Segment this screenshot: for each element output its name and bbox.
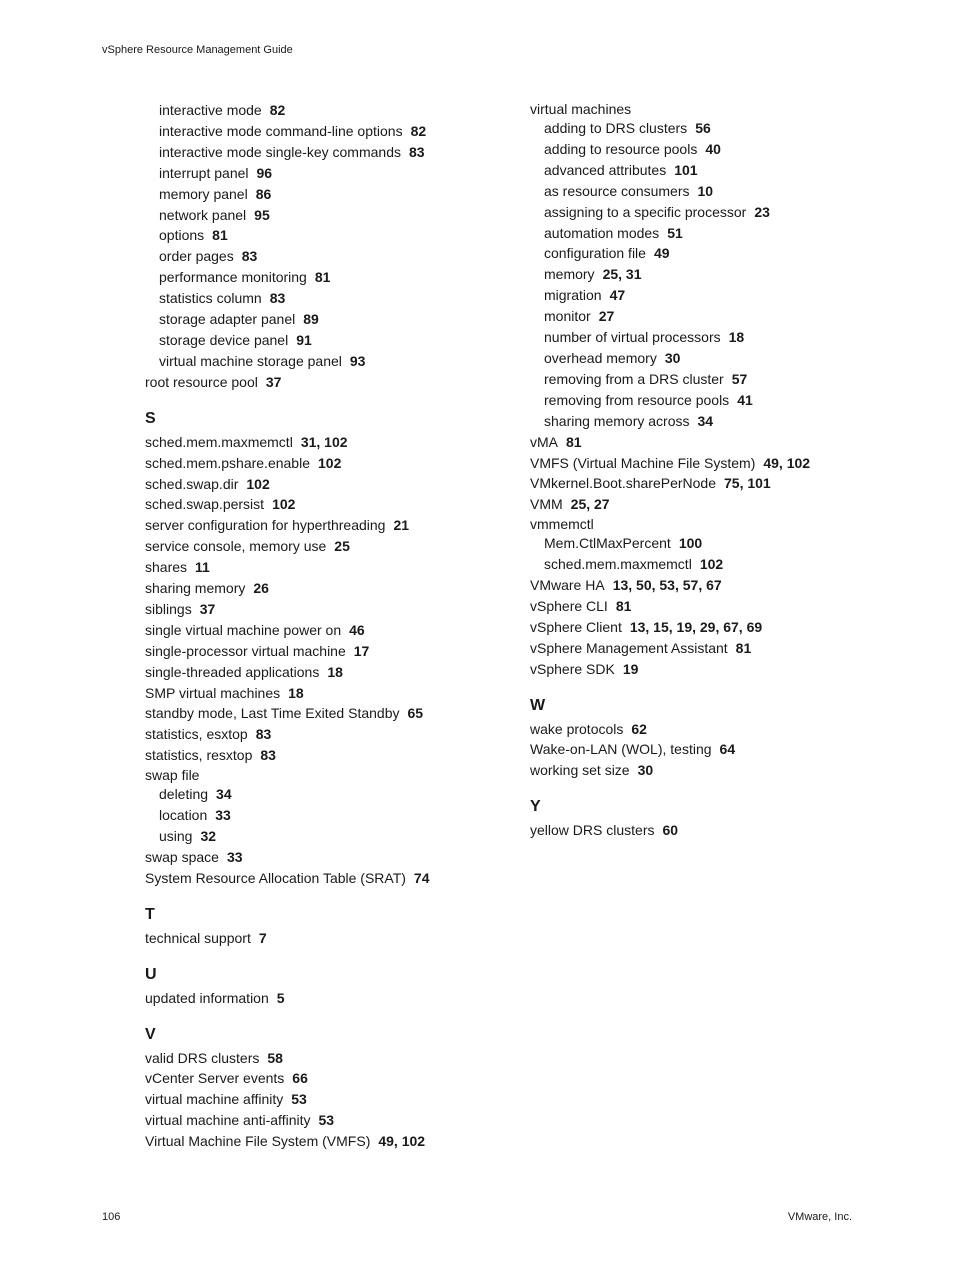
index-term: options	[159, 227, 205, 244]
index-term: sched.mem.maxmemctl	[544, 556, 692, 573]
index-entry	[530, 494, 910, 515]
index-subentry	[530, 411, 910, 432]
index-entry	[530, 820, 910, 841]
index-term: statistics, resxtop	[145, 747, 253, 764]
index-letter-heading: T	[145, 905, 155, 923]
index-page-ref[interactable]: 53	[291, 1091, 307, 1108]
index-term: Virtual Machine File System (VMFS)	[145, 1133, 371, 1150]
index-page-ref[interactable]: 83	[409, 143, 425, 160]
index-subentry	[530, 160, 910, 181]
index-subentry	[530, 118, 910, 139]
index-entry	[145, 494, 495, 515]
index-term: performance monitoring	[159, 269, 307, 286]
index-page-ref[interactable]: 83	[255, 726, 272, 743]
index-term: virtual machine storage panel	[159, 352, 342, 369]
index-page-ref[interactable]: 66	[292, 1070, 308, 1087]
page-number: 106	[102, 1211, 121, 1223]
index-term: single virtual machine power on	[145, 621, 342, 638]
index-term: Mem.CtlMaxPercent	[544, 535, 671, 552]
index-page-ref[interactable]: 18	[327, 663, 343, 680]
index-page-ref[interactable]: 41	[737, 391, 753, 408]
index-subentry	[145, 121, 495, 142]
index-entry	[145, 578, 495, 599]
index-page-ref[interactable]: 7	[258, 929, 267, 946]
index-term: vSphere CLI	[530, 597, 608, 614]
index-entry	[145, 703, 495, 724]
index-page-ref[interactable]: 102	[699, 556, 724, 573]
index-page-ref[interactable]: 75, 101	[724, 475, 771, 492]
index-term: deleting	[159, 786, 209, 803]
index-entry	[145, 372, 495, 393]
index-entry	[530, 473, 910, 494]
index-term: updated information	[145, 989, 269, 1006]
index-entry	[530, 596, 910, 617]
index-subentry	[145, 805, 495, 826]
index-letter-heading: W	[530, 696, 546, 714]
index-entry	[530, 575, 910, 596]
index-term: swap space	[145, 848, 219, 865]
running-header: vSphere Resource Management Guide	[102, 44, 293, 56]
index-entry	[145, 1089, 495, 1110]
index-entry	[145, 988, 495, 1009]
index-page-ref[interactable]: 62	[631, 720, 647, 737]
index-term: statistics column	[159, 290, 262, 307]
index-letter-heading: V	[145, 1025, 156, 1043]
index-page-ref[interactable]: 27	[598, 308, 615, 325]
index-entry	[145, 1048, 495, 1069]
index-term: SMP virtual machines	[145, 684, 281, 701]
index-entry	[145, 868, 495, 889]
index-page-ref[interactable]: 25	[334, 538, 350, 555]
index-term: sched.mem.maxmemctl	[145, 433, 293, 450]
index-term: vSphere Client	[530, 618, 622, 635]
index-term: working set size	[530, 762, 630, 779]
index-term: memory panel	[159, 185, 248, 202]
index-page-ref[interactable]: 91	[296, 331, 312, 348]
index-entry	[145, 745, 495, 766]
index-term: VMFS (Virtual Machine File System)	[530, 454, 756, 471]
index-letter-heading: S	[145, 409, 156, 427]
index-subentry	[530, 306, 910, 327]
index-letter-heading: U	[145, 965, 157, 983]
index-subentry	[530, 264, 910, 285]
index-entry	[145, 1131, 495, 1152]
index-page-ref[interactable]: 30	[664, 349, 681, 366]
index-page-ref[interactable]: 57	[731, 370, 748, 387]
index-term: service console, memory use	[145, 538, 327, 555]
index-term: number of virtual processors	[544, 329, 721, 346]
index-page-ref[interactable]: 13, 50, 53, 57, 67	[612, 577, 722, 594]
index-term: sharing memory	[145, 580, 246, 597]
index-term: interactive mode	[159, 102, 262, 118]
index-page-ref[interactable]: 95	[254, 206, 270, 223]
index-page-ref[interactable]: 102	[246, 475, 270, 492]
index-column-right	[530, 100, 910, 841]
index-subentry	[530, 554, 910, 575]
index-term: automation modes	[544, 224, 660, 241]
index-term: swap file	[145, 767, 200, 784]
index-term: virtual machines	[530, 101, 632, 117]
index-term: sched.swap.persist	[145, 496, 265, 513]
index-subentry	[530, 533, 910, 554]
index-term: as resource consumers	[544, 182, 690, 199]
index-term: sched.mem.pshare.enable	[145, 454, 310, 471]
index-entry	[530, 432, 910, 453]
index-entry	[145, 662, 495, 683]
index-page-ref[interactable]: 17	[353, 642, 370, 659]
index-term: siblings	[145, 600, 192, 617]
index-entry	[145, 683, 495, 704]
index-page-ref[interactable]: 49, 102	[763, 454, 811, 471]
index-term: configuration file	[544, 245, 646, 262]
index-page-ref[interactable]: 102	[318, 454, 342, 471]
index-subentry	[530, 181, 910, 202]
index-page-ref[interactable]: 11	[195, 559, 210, 576]
index-page-ref[interactable]: 81	[212, 227, 228, 244]
index-subentry	[145, 205, 495, 226]
index-entry	[145, 766, 495, 784]
index-term: Wake-on-LAN (WOL), testing	[530, 741, 712, 758]
index-page-ref[interactable]: 81	[566, 433, 582, 450]
index-page-ref[interactable]: 93	[349, 352, 366, 369]
index-term: location	[159, 807, 208, 824]
index-term: vmmemctl	[530, 516, 594, 533]
index-entry	[145, 641, 495, 662]
index-term: adding to resource pools	[544, 140, 698, 157]
index-page-ref[interactable]: 46	[349, 621, 365, 638]
index-entry	[145, 1110, 495, 1131]
index-term: standby mode, Last Time Exited Standby	[145, 705, 400, 722]
index-subentry	[530, 139, 910, 160]
index-term: removing from a DRS cluster	[544, 370, 724, 387]
index-page-ref[interactable]: 25, 27	[570, 496, 610, 513]
index-term: virtual machine affinity	[145, 1091, 284, 1108]
index-term: order pages	[159, 248, 234, 265]
index-page-ref[interactable]: 37	[199, 600, 216, 617]
index-term: monitor	[544, 308, 591, 325]
index-page-ref[interactable]: 74	[413, 869, 430, 886]
index-page-ref[interactable]: 81	[314, 269, 331, 286]
index-page-ref[interactable]: 83	[241, 248, 258, 265]
index-term: VMkernel.Boot.sharePerNode	[530, 475, 716, 492]
index-subentry	[530, 202, 910, 223]
index-term: assigning to a specific processor	[544, 203, 747, 220]
index-subentry	[145, 184, 495, 205]
index-subentry	[530, 285, 910, 306]
index-page-ref[interactable]: 82	[269, 102, 286, 118]
index-page-ref[interactable]: 86	[255, 185, 272, 202]
index-term: memory	[544, 266, 595, 283]
index-term: vCenter Server events	[145, 1070, 285, 1087]
index-term: vSphere Management Assistant	[530, 639, 728, 656]
index-subentry	[145, 288, 495, 309]
index-page-ref[interactable]: 81	[735, 639, 752, 656]
index-page-ref[interactable]: 81	[615, 597, 632, 614]
index-subentry	[145, 784, 495, 805]
index-page-ref[interactable]: 83	[269, 290, 286, 307]
index-page-ref[interactable]: 13, 15, 19, 29, 67, 69	[629, 618, 763, 635]
index-term: storage adapter panel	[159, 311, 296, 328]
index-page-ref[interactable]: 83	[260, 747, 276, 764]
index-entry	[145, 1068, 495, 1089]
index-page-ref[interactable]: 23	[754, 203, 770, 220]
index-subentry	[530, 390, 910, 411]
index-page-ref[interactable]: 51	[667, 224, 683, 241]
index-page-ref[interactable]: 101	[674, 161, 698, 178]
index-entry	[145, 928, 495, 949]
index-term: sched.swap.dir	[145, 475, 239, 492]
index-entry	[145, 557, 495, 578]
index-term: System Resource Allocation Table (SRAT)	[145, 869, 406, 886]
company-name: VMware, Inc.	[787, 1211, 852, 1223]
index-term: server configuration for hyperthreading	[145, 517, 386, 534]
index-entry	[145, 515, 495, 536]
index-term: virtual machine anti-affinity	[145, 1112, 311, 1129]
index-page-ref[interactable]: 64	[719, 741, 736, 758]
index-term: interrupt panel	[159, 164, 249, 181]
index-subentry	[530, 327, 910, 348]
index-page-ref[interactable]: 21	[393, 517, 410, 534]
index-page-ref[interactable]: 26	[253, 580, 269, 597]
index-term: overhead memory	[544, 349, 657, 366]
index-page-ref[interactable]: 65	[407, 705, 424, 722]
index-term: single-processor virtual machine	[145, 642, 346, 659]
index-subentry	[145, 225, 495, 246]
index-entry	[145, 620, 495, 641]
index-term: valid DRS clusters	[145, 1049, 260, 1066]
index-page-ref[interactable]: 89	[303, 311, 319, 328]
index-term: vMA	[530, 433, 558, 450]
index-term: network panel	[159, 206, 247, 223]
index-page-ref[interactable]: 53	[318, 1112, 335, 1129]
index-subentry	[145, 267, 495, 288]
index-entry	[530, 617, 910, 638]
index-page-ref[interactable]: 30	[637, 762, 654, 779]
index-entry	[530, 453, 910, 474]
index-page-ref[interactable]: 5	[276, 989, 285, 1006]
index-term: interactive mode single-key commands	[159, 143, 401, 160]
index-page-ref[interactable]: 49	[653, 245, 670, 262]
index-page-ref[interactable]: 40	[705, 140, 721, 157]
index-term: wake protocols	[530, 720, 624, 737]
index-page-ref[interactable]: 31, 102	[300, 433, 348, 450]
index-page-ref[interactable]: 33	[215, 807, 231, 824]
index-page-ref[interactable]: 18	[728, 329, 745, 346]
index-page-ref[interactable]: 100	[678, 535, 703, 552]
index-term: using	[159, 828, 193, 844]
index-entry	[145, 432, 495, 453]
index-term: yellow DRS clusters	[530, 822, 655, 839]
index-letter-heading: Y	[530, 798, 541, 816]
index-subentry	[530, 369, 910, 390]
index-page-ref[interactable]: 102	[272, 496, 296, 513]
index-term: shares	[145, 559, 188, 576]
index-entry	[145, 724, 495, 745]
index-subentry	[145, 351, 495, 372]
index-page-ref[interactable]: 10	[697, 182, 714, 199]
index-page-ref[interactable]: 33	[226, 848, 243, 865]
index-term: technical support	[145, 929, 251, 946]
index-entry	[530, 659, 910, 680]
index-term: statistics, esxtop	[145, 726, 248, 743]
index-page-ref[interactable]: 34	[216, 786, 232, 803]
index-term: vSphere SDK	[530, 660, 615, 677]
index-page-ref[interactable]: 47	[609, 287, 626, 304]
index-term: migration	[544, 287, 602, 304]
index-subentry	[145, 309, 495, 330]
index-subentry	[145, 100, 495, 121]
index-term: storage device panel	[159, 331, 289, 348]
index-page-ref[interactable]: 56	[695, 120, 711, 136]
index-entry	[530, 515, 910, 533]
index-term: advanced attributes	[544, 161, 667, 178]
index-subentry	[145, 163, 495, 184]
index-entry	[530, 638, 910, 659]
index-entry	[530, 719, 910, 740]
index-subentry	[530, 348, 910, 369]
index-term: single-threaded applications	[145, 663, 320, 680]
index-page-ref[interactable]: 19	[622, 660, 639, 677]
index-subentry	[145, 142, 495, 163]
index-entry	[530, 760, 910, 781]
index-entry	[530, 739, 910, 760]
index-term: interactive mode command-line options	[159, 122, 403, 139]
index-entry	[530, 100, 910, 118]
index-page-ref[interactable]: 82	[410, 122, 427, 139]
index-term: VMM	[530, 496, 563, 513]
index-term: sharing memory across	[544, 412, 690, 429]
index-entry	[145, 536, 495, 557]
index-subentry	[145, 246, 495, 267]
index-page-ref[interactable]: 34	[697, 412, 714, 429]
index-term: adding to DRS clusters	[544, 120, 688, 136]
index-page-ref[interactable]: 37	[265, 373, 282, 390]
index-entry	[145, 474, 495, 495]
index-page-ref[interactable]: 25, 31	[602, 266, 642, 283]
index-page-ref[interactable]: 32	[200, 828, 217, 844]
index-entry	[145, 453, 495, 474]
index-subentry	[145, 330, 495, 351]
index-term: removing from resource pools	[544, 391, 730, 408]
index-entry	[145, 599, 495, 620]
index-page-ref[interactable]: 18	[288, 684, 304, 701]
index-page-ref[interactable]: 96	[256, 164, 273, 181]
index-term: root resource pool	[145, 373, 258, 390]
index-subentry	[530, 223, 910, 244]
index-page-ref[interactable]: 49, 102	[378, 1133, 426, 1150]
index-column-left	[145, 100, 495, 1152]
index-page-ref[interactable]: 58	[267, 1049, 283, 1066]
index-page-ref[interactable]: 60	[662, 822, 679, 839]
index-subentry	[145, 826, 495, 847]
index-term: VMware HA	[530, 577, 605, 594]
index-subentry	[530, 243, 910, 264]
index-entry	[145, 847, 495, 868]
